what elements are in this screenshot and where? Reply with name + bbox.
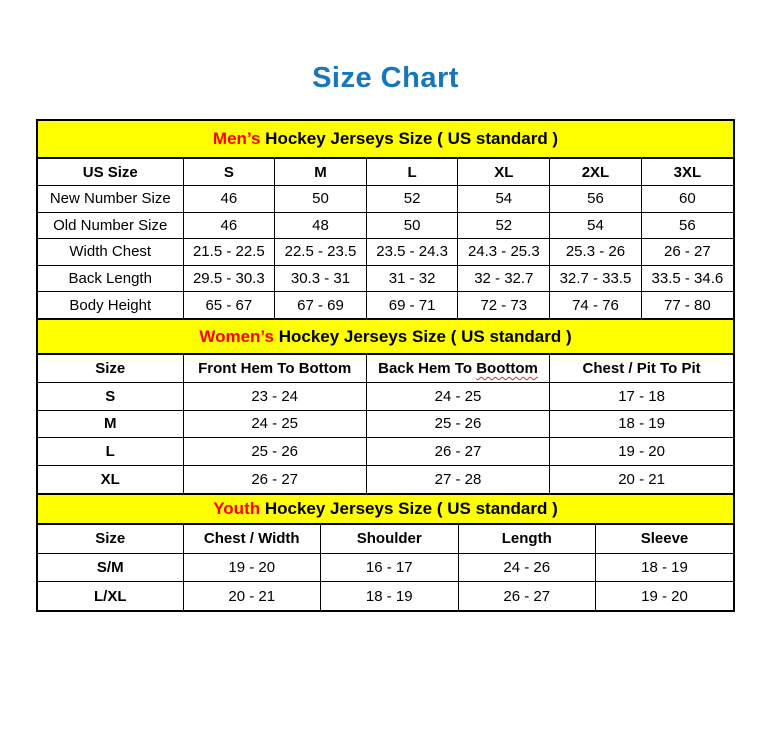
data-cell: 17 - 18	[550, 383, 733, 411]
section-heading-youth	[38, 493, 733, 525]
size-chart-document	[36, 62, 735, 612]
data-cell: 77 - 80	[641, 292, 733, 319]
column-header: Size	[38, 355, 183, 383]
mens-header-row	[38, 159, 733, 186]
row-label: New Number Size	[38, 186, 183, 213]
data-cell: 19 - 20	[596, 582, 734, 611]
data-cell: 21.5 - 22.5	[183, 239, 275, 266]
data-cell: 20 - 21	[550, 465, 733, 493]
data-cell: 24.3 - 25.3	[458, 239, 550, 266]
column-header-misspelled	[366, 355, 549, 383]
data-cell: 25 - 26	[183, 438, 366, 466]
column-header: XL	[458, 159, 550, 186]
table-row	[38, 582, 733, 611]
column-header: Chest / Width	[183, 525, 321, 554]
column-header: L	[366, 159, 458, 186]
row-label: L/XL	[38, 582, 183, 611]
data-cell: 18 - 19	[596, 553, 734, 582]
youth-size-table	[38, 525, 733, 611]
data-cell: 52	[366, 186, 458, 213]
data-cell: 32 - 32.7	[458, 265, 550, 292]
row-label: M	[38, 410, 183, 438]
column-header: Front Hem To Bottom	[183, 355, 366, 383]
table-row	[38, 212, 733, 239]
table-row	[38, 410, 733, 438]
column-header: US Size	[38, 159, 183, 186]
data-cell: 74 - 76	[550, 292, 642, 319]
row-label: XL	[38, 465, 183, 493]
data-cell: 22.5 - 23.5	[275, 239, 367, 266]
data-cell: 65 - 67	[183, 292, 275, 319]
section-heading-womens	[38, 318, 733, 355]
row-label: S/M	[38, 553, 183, 582]
data-cell: 26 - 27	[641, 239, 733, 266]
data-cell: 23.5 - 24.3	[366, 239, 458, 266]
data-cell: 46	[183, 212, 275, 239]
heading-text-mens: Hockey Jerseys Size ( US standard )	[260, 129, 559, 148]
data-cell: 46	[183, 186, 275, 213]
data-cell: 23 - 24	[183, 383, 366, 411]
data-cell: 26 - 27	[366, 438, 549, 466]
row-label: Body Height	[38, 292, 183, 319]
data-cell: 27 - 28	[366, 465, 549, 493]
table-row	[38, 186, 733, 213]
data-cell: 54	[550, 212, 642, 239]
column-header-text: Back Hem To	[378, 360, 477, 377]
size-chart-table-frame	[36, 119, 735, 612]
table-row	[38, 292, 733, 319]
column-header: M	[275, 159, 367, 186]
column-header: Size	[38, 525, 183, 554]
womens-size-table	[38, 355, 733, 493]
spellcheck-underlined-word: Boottom	[476, 360, 538, 377]
data-cell: 19 - 20	[550, 438, 733, 466]
row-label: L	[38, 438, 183, 466]
data-cell: 54	[458, 186, 550, 213]
heading-highlight-mens: Men’s	[212, 129, 261, 148]
data-cell: 25 - 26	[366, 410, 549, 438]
row-label: S	[38, 383, 183, 411]
column-header: Chest / Pit To Pit	[550, 355, 733, 383]
data-cell: 29.5 - 30.3	[183, 265, 275, 292]
data-cell: 25.3 - 26	[550, 239, 642, 266]
data-cell: 32.7 - 33.5	[550, 265, 642, 292]
page-title: Size Chart	[312, 62, 459, 94]
data-cell: 26 - 27	[458, 582, 596, 611]
data-cell: 18 - 19	[321, 582, 459, 611]
column-header: S	[183, 159, 275, 186]
data-cell: 60	[641, 186, 733, 213]
womens-header-row	[38, 355, 733, 383]
column-header: Shoulder	[321, 525, 459, 554]
data-cell: 19 - 20	[183, 553, 321, 582]
data-cell: 24 - 25	[366, 383, 549, 411]
table-row	[38, 465, 733, 493]
heading-highlight-womens: Women’s	[199, 326, 274, 346]
data-cell: 56	[550, 186, 642, 213]
row-label: Width Chest	[38, 239, 183, 266]
heading-text-womens: Hockey Jerseys Size ( US standard )	[273, 326, 572, 346]
data-cell: 48	[275, 212, 367, 239]
column-header: 2XL	[550, 159, 642, 186]
data-cell: 24 - 26	[458, 553, 596, 582]
table-row	[38, 438, 733, 466]
table-row	[38, 265, 733, 292]
data-cell: 18 - 19	[550, 410, 733, 438]
mens-size-table	[38, 159, 733, 318]
data-cell: 20 - 21	[183, 582, 321, 611]
data-cell: 56	[641, 212, 733, 239]
data-cell: 16 - 17	[321, 553, 459, 582]
data-cell: 50	[275, 186, 367, 213]
table-row	[38, 553, 733, 582]
column-header: 3XL	[641, 159, 733, 186]
section-heading-mens	[38, 121, 733, 159]
data-cell: 33.5 - 34.6	[641, 265, 733, 292]
data-cell: 72 - 73	[458, 292, 550, 319]
data-cell: 31 - 32	[366, 265, 458, 292]
data-cell: 52	[458, 212, 550, 239]
row-label: Back Length	[38, 265, 183, 292]
data-cell: 69 - 71	[366, 292, 458, 319]
data-cell: 24 - 25	[183, 410, 366, 438]
youth-header-row	[38, 525, 733, 554]
data-cell: 26 - 27	[183, 465, 366, 493]
table-row	[38, 383, 733, 411]
column-header: Sleeve	[596, 525, 734, 554]
data-cell: 50	[366, 212, 458, 239]
column-header: Length	[458, 525, 596, 554]
data-cell: 67 - 69	[275, 292, 367, 319]
heading-highlight-youth: Youth	[213, 498, 261, 518]
heading-text-youth: Hockey Jerseys Size ( US standard )	[260, 498, 558, 518]
data-cell: 30.3 - 31	[275, 265, 367, 292]
row-label: Old Number Size	[38, 212, 183, 239]
table-row	[38, 239, 733, 266]
